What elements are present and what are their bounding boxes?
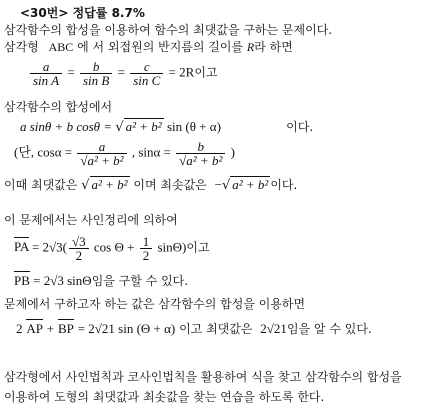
equals-2r: = 2R <box>168 64 195 80</box>
radicand: a² + b² <box>232 177 269 192</box>
minus-sign: − <box>214 177 222 192</box>
text-fragment: 이다. <box>270 178 298 192</box>
numerator: b <box>176 140 225 154</box>
denominator: sin C <box>133 73 161 88</box>
formula-part: cos Θ + <box>93 239 135 255</box>
synthesis-intro: 삼각함수의 합성에서 <box>4 100 113 114</box>
summary-line-2: 이용하여 도형의 최댓값과 최솟값을 찾는 연습을 하도록 한다. <box>4 390 325 404</box>
denominator: 2 <box>75 248 83 263</box>
text-fragment: 이며 최솟값은 <box>133 178 207 192</box>
synthesis-condition <box>14 140 235 167</box>
segment-pb: PB <box>14 273 30 288</box>
denominator: sin A <box>33 73 60 88</box>
fraction <box>80 60 112 87</box>
numerator: b <box>80 60 112 74</box>
formula-left: a sinθ + b cosθ = <box>20 119 113 134</box>
formula-part: sinΘ) <box>157 239 187 255</box>
text-fragment: 라 하면 <box>254 40 293 54</box>
triangle-line <box>4 40 293 54</box>
triangle-name: ABC <box>48 40 74 54</box>
plus-sign: + <box>46 321 55 336</box>
synthesis-formula <box>20 120 313 135</box>
formula-part: = 2√3( <box>31 239 68 255</box>
law-of-sines-formula: $\frac{a}{\text{sin A}}$ = $\frac{b}{\text{sin B}}$ = $\frac{c}{\text{sin C}}$ = 2R이고 <box>28 60 218 87</box>
formula-part: = 2√21 sin (Θ + α) <box>77 321 176 336</box>
text-fragment: 이고 <box>194 65 218 80</box>
text-fragment: 이다. <box>286 120 314 134</box>
fraction <box>69 235 89 262</box>
pb-formula <box>14 274 188 288</box>
correct-rate-label: 정답률 <box>72 6 108 20</box>
numerator: a <box>30 60 62 74</box>
coefficient: 2 <box>16 321 23 336</box>
radicand: a² + b² <box>125 119 162 134</box>
radius-symbol: R <box>246 40 255 54</box>
condition-mid: , sinα = <box>131 144 171 160</box>
sqrt-expression: √ a² + b² <box>81 177 128 193</box>
max-value: 2√21 <box>260 321 287 336</box>
goal-line: 문제에서 구하고자 하는 값은 삼각함수의 합성을 이용하면 <box>4 297 306 311</box>
denominator: 2 <box>142 248 150 263</box>
pa-formula <box>14 235 210 262</box>
radicand: a² + b² <box>91 177 128 192</box>
fraction <box>176 140 225 167</box>
sin-term: sin (θ + α) <box>166 119 221 134</box>
text-fragment: 임을 구할 수 있다. <box>91 274 189 288</box>
text-fragment: 에 서 외접원의 반지름의 길이를 <box>77 40 244 54</box>
segment-pa: PA <box>14 239 29 255</box>
formula-part: = 2√3 sinΘ <box>33 273 92 288</box>
denominator: √a² + b² <box>80 153 124 168</box>
correct-rate-value: 8.7% <box>111 6 145 20</box>
sqrt-expression: √ a² + b² <box>115 119 162 135</box>
numerator: a <box>77 140 126 154</box>
segment-ap: AP <box>26 321 43 336</box>
numerator: 1 <box>140 235 153 249</box>
summary-line-1: 삼각형에서 사인법칙과 코사인법칙을 활용하여 식을 찾고 삼각함수의 합성을 <box>4 370 402 384</box>
condition-open: (단, cosα = <box>14 144 73 160</box>
intro-line: 삼각함수의 합성을 이용하여 함수의 최댓값을 구하는 문제이다. <box>4 23 333 37</box>
sqrt-expression: √ a² + b² <box>221 177 269 193</box>
problem-header <box>20 6 145 20</box>
numerator: √3 <box>69 235 89 249</box>
denominator: sin B <box>82 73 110 88</box>
final-formula <box>16 322 372 336</box>
text-fragment: 임을 알 수 있다. <box>286 322 372 336</box>
fraction <box>130 60 163 87</box>
text-fragment: 삼각형 <box>4 40 39 54</box>
max-min-line <box>4 178 297 193</box>
fraction <box>30 60 62 87</box>
text-fragment: 이때 최댓값은 <box>4 178 78 192</box>
sine-rule-intro: 이 문제에서는 사인정리에 의하여 <box>4 213 178 227</box>
condition-close: ) <box>230 144 235 160</box>
fraction <box>77 140 126 167</box>
numerator: c <box>130 60 163 74</box>
segment-bp: BP <box>57 321 74 336</box>
fraction <box>140 235 153 262</box>
text-fragment: 이고 <box>186 240 210 255</box>
denominator: √a² + b² <box>179 153 223 168</box>
problem-number: <30번> <box>20 6 69 20</box>
text-fragment: 이고 최댓값은 <box>179 322 253 336</box>
